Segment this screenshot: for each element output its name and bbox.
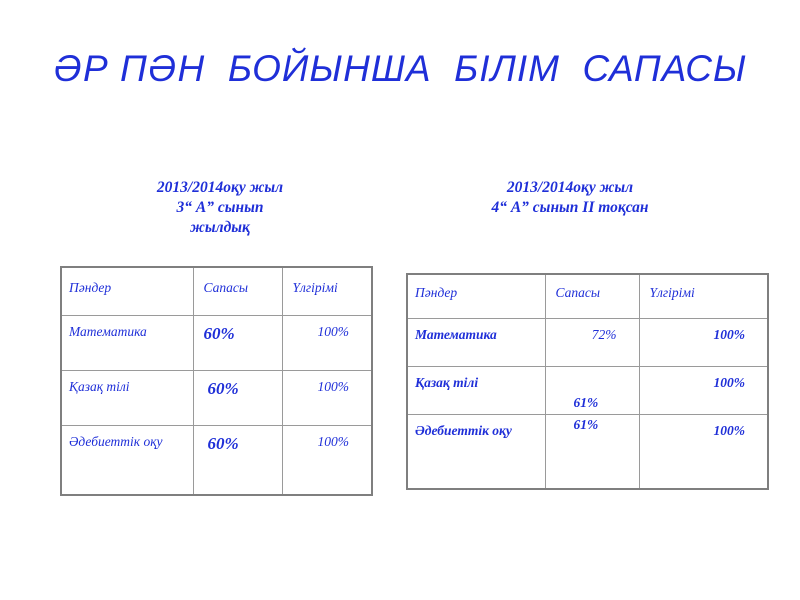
page-title: ӘР ПӘН БОЙЫНША БІЛІМ САПАСЫ [53,48,747,89]
subject-cell: Әдебиеттік оқу [61,425,193,495]
quality-cell: 61% [545,414,639,489]
header-quality: Сапасы [545,274,639,318]
header-progress: Үлгірімі [639,274,768,318]
header-quality: Сапасы [193,267,282,315]
progress-cell: 100% [282,370,372,425]
subject-cell: Математика [407,318,545,366]
caption-line: 4“ А” сынып ІІ тоқсан [491,199,649,216]
quality-cell: 60% [193,315,282,370]
left-table-caption [90,178,350,238]
progress-cell: 100% [639,366,768,414]
table-row [61,315,372,370]
header-subjects: Пәндер [61,267,193,315]
progress-cell: 100% [282,315,372,370]
table-row [61,370,372,425]
table-row [61,425,372,495]
right-table-caption [440,178,700,218]
header-progress: Үлгірімі [282,267,372,315]
quality-cell: 72% [545,318,639,366]
subject-cell: Математика [61,315,193,370]
table-header-row [61,267,372,315]
table-header-row [407,274,768,318]
quality-cell: 60% [193,370,282,425]
quality-cell: 61% [545,366,639,414]
caption-line: 3“ А” сынып [176,199,264,216]
left-quality-table [60,266,373,496]
table-row [407,414,768,489]
right-quality-table [406,273,769,490]
table-row [407,366,768,414]
subject-cell: Әдебиеттік оқу [407,414,545,489]
caption-line: жылдық [190,219,250,236]
caption-line: 2013/2014оқу жыл [156,179,284,196]
subject-cell: Қазақ тілі [61,370,193,425]
progress-cell: 100% [282,425,372,495]
progress-cell: 100% [639,318,768,366]
caption-line: 2013/2014оқу жыл [506,179,634,196]
quality-cell: 60% [193,425,282,495]
subject-cell: Қазақ тілі [407,366,545,414]
progress-cell: 100% [639,414,768,489]
table-row [407,318,768,366]
header-subjects: Пәндер [407,274,545,318]
